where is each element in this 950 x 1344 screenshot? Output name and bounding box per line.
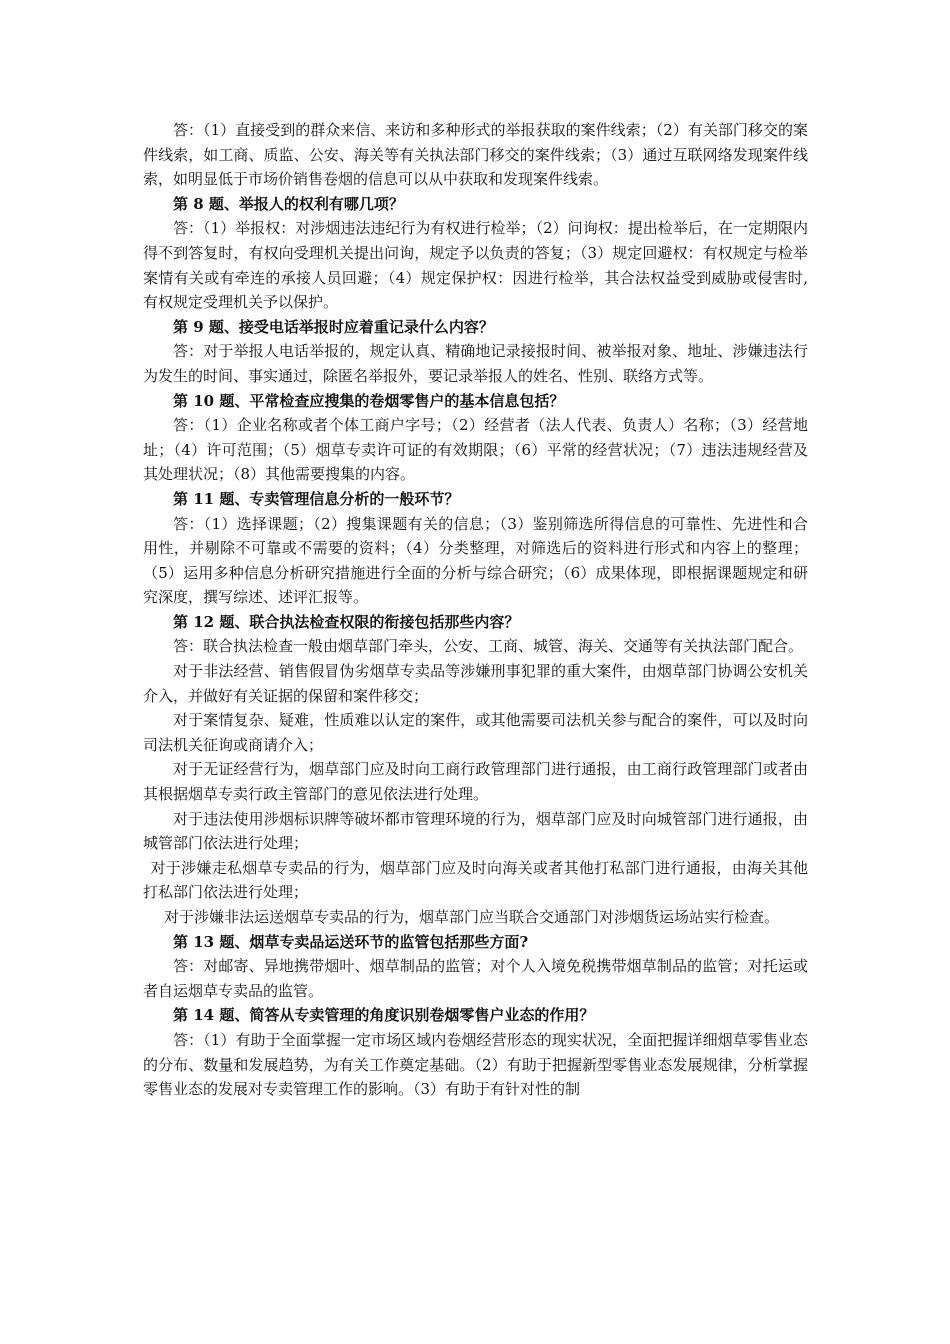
question-heading: 第 13 题、烟草专卖品运送环节的监管包括那些方面? xyxy=(173,932,529,951)
answer-paragraph: 对于涉嫌走私烟草专卖品的行为，烟草部门应及时向海关或者其他打私部门进行通报，由海关其他打私部门依法进行处理； xyxy=(143,858,808,902)
question-heading: 第 12 题、联合执法检查权限的衔接包括那些内容？ xyxy=(173,612,520,631)
answer-paragraph: 答：（1）有助于全面掌握一定市场区域内卷烟经营形态的现实状况，全面把握详细烟草零售业态的分布、数量和发展趋势，为有关工作奠定基础。（2）有助于把握新型零售业态发展规律，分析掌握零售业态的发展对专卖管理工作的影响。（3）有助于有针对性的制 xyxy=(143,1030,808,1099)
answer-paragraph: 对于非法经营、销售假冒伪劣烟草专卖品等涉嫌刑事犯罪的重大案件，由烟草部门协调公安机关介入，并做好有关证据的保留和案件移交； xyxy=(143,662,808,705)
answer-paragraph: 对于无证经营行为，烟草部门应及时向工商行政管理部门进行通报，由工商行政管理部门或者由其根据烟草专卖行政主管部门的意见依法进行处理。 xyxy=(143,760,808,804)
answer-paragraph: 答：（1）举报权：对涉烟违法违纪行为有权进行检举；（2）问询权：提出检举后，在一定期限内得不到答复时，有权向受理机关提出问询，规定予以负责的答复；（3）规定回避权：有权规定与检举案情有关或有牵连的承接人员回避；（4）规定保护权：因进行检举，其合法权益受到威胁或侵害时,有权规定受理机关予以保护。 xyxy=(143,219,808,312)
question-heading: 第 11 题、专卖管理信息分析的一般环节？ xyxy=(173,489,460,508)
question-heading: 第 10 题、平常检查应搜集的卷烟零售户的基本信息包括？ xyxy=(173,391,565,410)
answer-paragraph: 对于涉嫌非法运送烟草专卖品的行为，烟草部门应当联合交通部门对涉烟货运场站实行检查。 xyxy=(164,908,780,926)
document-page xyxy=(143,118,808,1102)
answer-paragraph: 答：对于举报人电话举报的，规定认真、精确地记录接报时间、被举报对象、地址、涉嫌违法行为发生的时间、事实通过，除匿名举报外，要记录举报人的姓名、性别、联络方式等。 xyxy=(143,342,808,385)
question-heading: 第 14 题、简答从专卖管理的角度识别卷烟零售户业态的作用？ xyxy=(173,1006,595,1025)
answer-paragraph: 答：对邮寄、异地携带烟叶、烟草制品的监管；对个人入境免税携带烟草制品的监管；对托运或者自运烟草专卖品的监管。 xyxy=(143,957,808,1000)
question-heading: 第 8 题、举报人的权利有哪几项？ xyxy=(173,194,404,213)
answer-paragraph: 答：（1）选择课题；（2）搜集课题有关的信息；（3）鉴别筛选所得信息的可靠性、先进性和合用性，并剔除不可靠或不需要的资料；（4）分类整理，对筛选后的资料进行形式和内容上的整理；（5）运用多种信息分析研究措施进行全面的分析与综合研究；（6）成果体现，即根据课题规定和研究深度，撰写综述、述评汇报等。 xyxy=(143,514,808,607)
answer-paragraph: 答：联合执法检查一般由烟草部门牵头，公安、工商、城管、海关、交通等有关执法部门配合。 xyxy=(173,637,804,656)
question-heading: 第 9 题、接受电话举报时应着重记录什么内容？ xyxy=(173,317,494,336)
answer-paragraph: 答：（1）直接受到的群众来信、来访和多种形式的举报获取的案件线索；（2）有关部门移交的案件线索，如工商、质监、公安、海关等有关执法部门移交的案件线索；（3）通过互联网络发现案件线索，如明显低于市场价销售卷烟的信息可以从中获取和发现案件线索。 xyxy=(143,121,808,189)
answer-paragraph: 答：（1）企业名称或者个体工商户字号；（2）经营者（法人代表、负责人）名称；（3）经营地址；（4）许可范围；（5）烟草专卖许可证的有效期限；（6）平常的经营状况；（7）违法违规经营及其处理状况；（8）其他需要搜集的内容。 xyxy=(143,416,808,484)
answer-paragraph: 对于案情复杂、疑难，性质难以认定的案件，或其他需要司法机关参与配合的案件，可以及时向司法机关征询或商请介入； xyxy=(143,711,808,754)
answer-paragraph: 对于违法使用涉烟标识牌等破坏都市管理环境的行为，烟草部门应及时向城管部门进行通报，由城管部门依法进行处理； xyxy=(143,809,808,853)
